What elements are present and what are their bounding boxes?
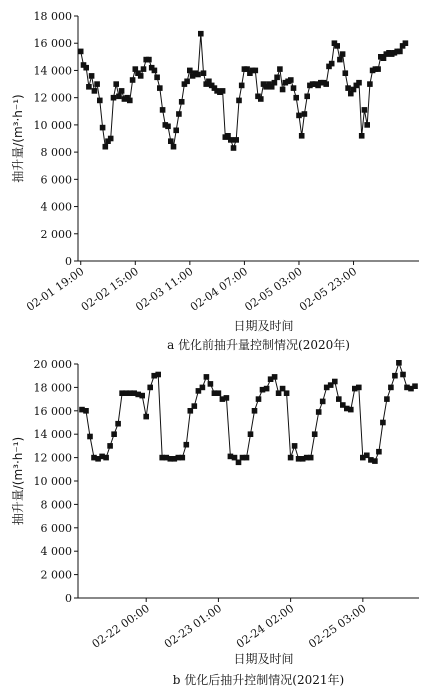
data-point — [157, 85, 163, 91]
data-point — [252, 408, 258, 414]
y-tick-label: 12 000 — [33, 91, 72, 105]
data-point — [187, 68, 193, 74]
data-point — [329, 61, 335, 67]
data-point — [288, 77, 294, 83]
data-point — [184, 79, 190, 85]
data-point — [304, 94, 310, 100]
data-point — [160, 107, 166, 113]
data-point — [119, 88, 125, 94]
data-point — [334, 43, 340, 49]
data-point — [248, 431, 254, 437]
y-axis-label: 抽升量/(m³·h⁻¹) — [11, 94, 25, 183]
data-point — [359, 133, 365, 139]
data-point — [345, 85, 351, 91]
chart-caption: a 优化前抽升量控制情况(2020年) — [167, 338, 350, 352]
data-point — [258, 96, 264, 102]
y-tick-label: 18 000 — [33, 381, 72, 395]
data-point — [380, 420, 386, 426]
x-tick-label: 02-23 01:00 — [161, 601, 225, 651]
data-point — [87, 434, 93, 440]
data-point — [320, 399, 326, 405]
y-tick-label: 12 000 — [33, 451, 72, 465]
data-point — [228, 137, 234, 143]
data-point — [231, 145, 237, 151]
data-point — [388, 385, 394, 391]
data-point — [83, 65, 89, 71]
data-point — [107, 443, 113, 449]
data-point — [171, 144, 177, 150]
data-point — [316, 409, 322, 415]
data-point — [348, 407, 354, 413]
y-tick-label: 16 000 — [33, 404, 72, 418]
data-point — [103, 455, 109, 461]
y-tick-label: 0 — [65, 592, 72, 605]
data-point — [198, 31, 204, 37]
y-tick-label: 18 000 — [33, 10, 72, 23]
data-point — [204, 374, 210, 380]
data-point — [147, 385, 153, 391]
x-tick-label: 02-04 07:00 — [187, 264, 251, 314]
data-point — [195, 72, 201, 78]
data-point — [332, 379, 338, 385]
data-point — [176, 111, 182, 117]
data-point — [89, 73, 95, 79]
y-tick-label: 6 000 — [40, 173, 72, 187]
data-point — [108, 136, 114, 142]
data-point — [94, 81, 100, 87]
data-point — [274, 75, 280, 81]
data-point — [308, 455, 314, 461]
data-point — [253, 68, 259, 74]
data-point — [78, 49, 84, 55]
data-point — [340, 51, 346, 57]
data-point — [127, 98, 133, 104]
data-point — [216, 390, 222, 396]
data-point — [155, 372, 161, 378]
data-point — [396, 360, 402, 366]
x-tick-label: 02-24 02:00 — [234, 601, 297, 651]
y-tick-label: 8 000 — [40, 498, 72, 512]
data-point — [179, 99, 185, 105]
chart-caption: b 优化后抽升控制情况(2021年) — [172, 673, 345, 687]
data-point — [83, 408, 89, 414]
x-tick-label: 02-03 11:00 — [133, 264, 196, 314]
data-point — [192, 403, 198, 409]
y-tick-label: 4 000 — [40, 545, 72, 559]
x-tick-label: 02-22 00:00 — [89, 601, 152, 651]
data-point — [141, 66, 147, 72]
data-point — [277, 66, 283, 72]
data-point — [154, 75, 160, 81]
data-point — [384, 396, 390, 402]
data-point — [356, 80, 362, 86]
x-tick-label: 02-05 03:00 — [242, 264, 305, 314]
x-tick-label: 02-05 23:00 — [296, 264, 360, 314]
data-point — [143, 414, 149, 420]
data-point — [323, 81, 329, 87]
data-point — [168, 138, 174, 144]
data-point — [312, 431, 318, 437]
data-point — [165, 124, 171, 130]
y-tick-label: 14 000 — [33, 428, 72, 442]
data-point — [138, 73, 144, 79]
data-point — [302, 111, 308, 117]
y-tick-label: 0 — [65, 255, 72, 268]
x-axis-label: 日期及时间 — [233, 319, 294, 333]
y-tick-label: 2 000 — [40, 227, 72, 241]
data-point — [180, 455, 186, 461]
data-point — [113, 81, 119, 87]
data-point — [244, 455, 250, 461]
data-point — [356, 385, 362, 391]
data-point — [111, 431, 117, 437]
data-point — [233, 137, 239, 143]
data-point — [115, 421, 121, 427]
data-point — [272, 80, 278, 86]
data-point — [139, 393, 145, 399]
data-point — [173, 128, 179, 134]
y-tick-label: 10 000 — [33, 475, 72, 488]
data-point — [299, 133, 305, 139]
data-point — [343, 70, 349, 76]
data-point — [239, 83, 245, 89]
data-point — [372, 458, 378, 464]
data-point — [400, 372, 406, 378]
data-point — [397, 49, 403, 55]
y-tick-label: 4 000 — [40, 200, 72, 214]
data-point — [288, 455, 294, 461]
data-point — [362, 107, 368, 113]
series-line — [81, 34, 406, 148]
data-point — [296, 113, 302, 119]
x-axis-label: 日期及时间 — [233, 652, 294, 666]
data-point — [412, 383, 418, 389]
data-point — [220, 88, 226, 94]
x-tick-label: 02-25 03:00 — [306, 601, 369, 651]
data-point — [403, 40, 409, 46]
data-point — [116, 94, 122, 100]
y-tick-label: 16 000 — [33, 37, 72, 51]
data-point — [92, 88, 98, 94]
y-tick-label: 10 000 — [33, 118, 72, 132]
data-point — [284, 390, 290, 396]
data-point — [97, 98, 103, 104]
data-point — [291, 85, 297, 91]
data-point — [236, 98, 242, 104]
data-point — [292, 443, 298, 449]
y-tick-label: 20 000 — [33, 358, 72, 371]
data-point — [264, 386, 270, 392]
data-point — [184, 442, 190, 448]
y-tick-label: 14 000 — [33, 64, 72, 78]
data-point — [376, 449, 382, 455]
data-point — [103, 144, 109, 150]
data-point — [224, 395, 230, 401]
y-tick-label: 6 000 — [40, 521, 72, 535]
data-point — [256, 396, 262, 402]
data-point — [280, 87, 286, 93]
data-point — [111, 95, 117, 101]
data-point — [367, 81, 373, 87]
data-point — [146, 57, 152, 63]
data-point — [336, 396, 342, 402]
data-point — [130, 77, 136, 83]
data-point — [375, 66, 381, 72]
x-tick-label: 02-02 15:00 — [78, 264, 142, 314]
data-point — [100, 125, 106, 131]
data-point — [86, 84, 92, 90]
data-point — [272, 374, 278, 380]
data-point — [337, 57, 343, 63]
data-point — [152, 68, 158, 74]
data-point — [293, 95, 299, 101]
data-point — [200, 385, 206, 391]
data-point — [208, 381, 214, 387]
data-point — [392, 373, 398, 379]
y-axis-label: 抽升量/(m³·h⁻¹) — [11, 436, 25, 526]
y-tick-label: 2 000 — [40, 568, 72, 582]
x-tick-label: 02-01 19:00 — [24, 264, 87, 314]
y-tick-label: 8 000 — [40, 146, 72, 160]
data-point — [364, 122, 370, 128]
series-line — [82, 363, 415, 463]
data-point — [201, 70, 207, 76]
